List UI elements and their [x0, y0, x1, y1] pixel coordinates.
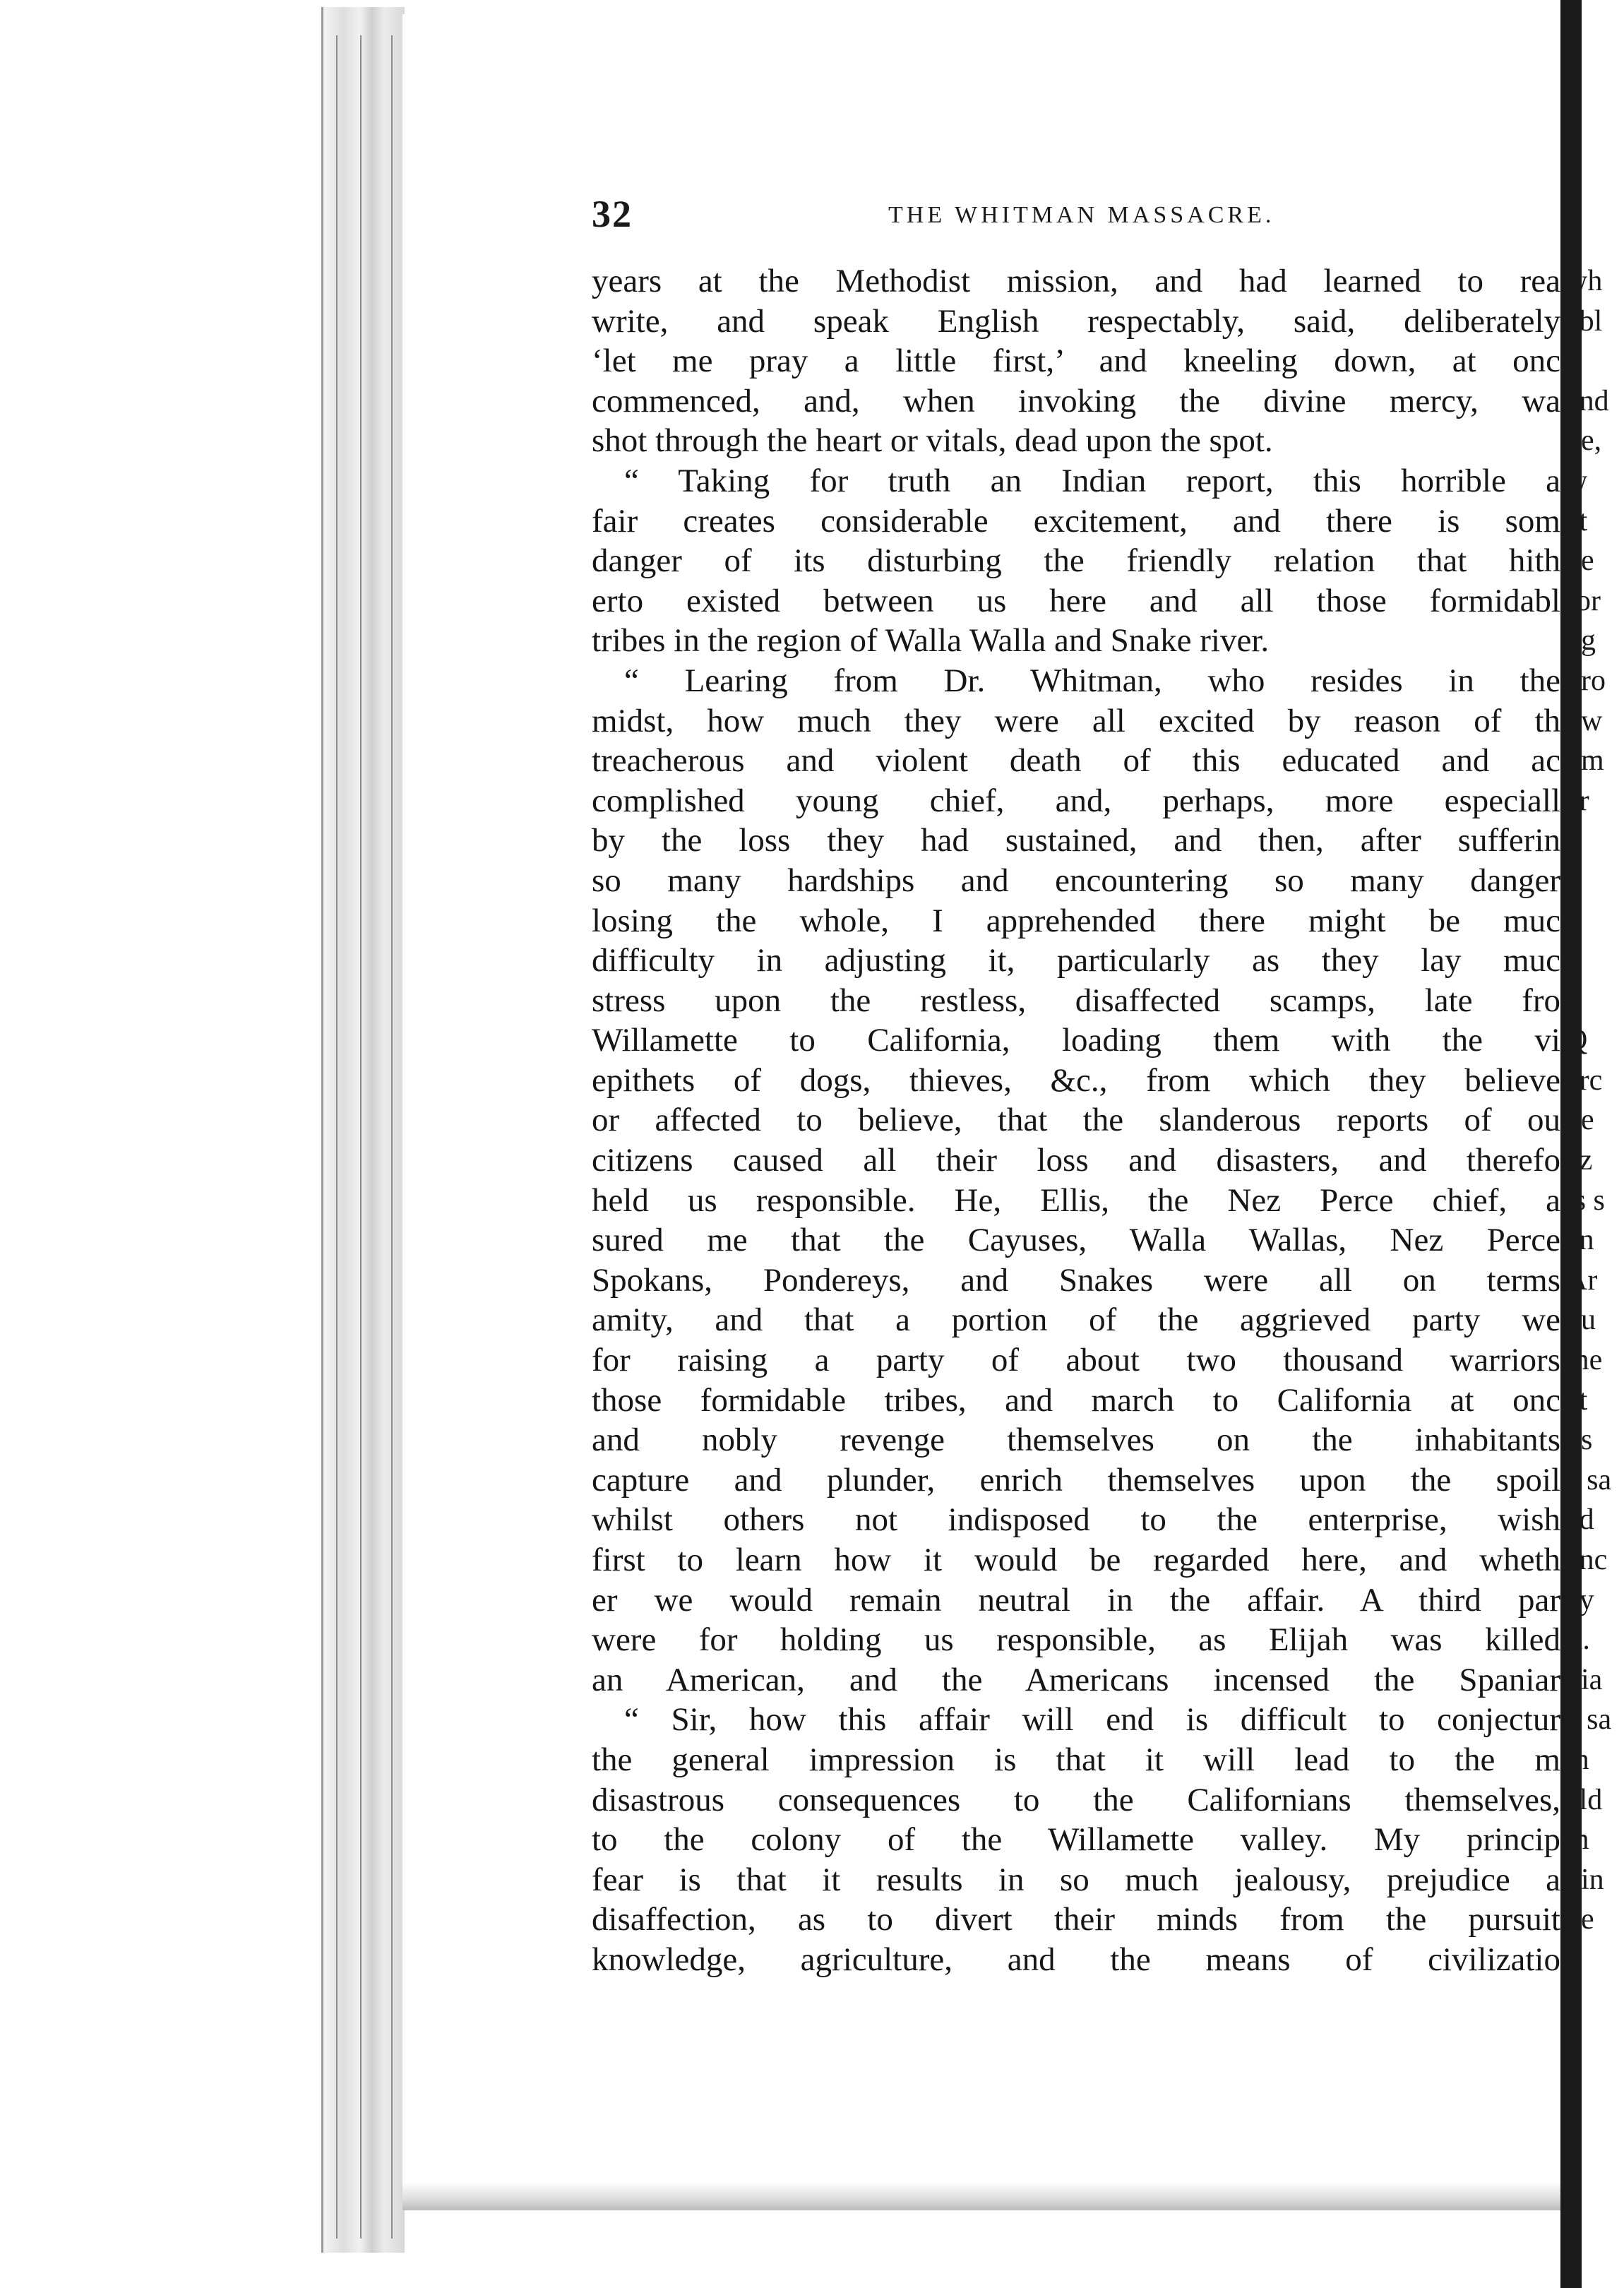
text-line: sured me that the Cayuses, Walla Wallas, Nez Perce [592, 1222, 1560, 1259]
next-page-fragment: ez [1566, 1144, 1593, 1177]
text-line: difficulty in adjusting it, particularly as they lay muc [592, 942, 1560, 979]
next-page-fragment: erc [1566, 1063, 1603, 1097]
text-line: first to learn how it would be regarded here, and wheth [592, 1542, 1560, 1578]
text-line: held us responsible. He, Ellis, the Nez Perce chief, a [592, 1181, 1560, 1219]
next-page-fragment: th [1566, 1743, 1589, 1776]
next-page-fragment: at [1566, 1383, 1588, 1417]
next-page-fragment: at [1566, 504, 1588, 537]
next-page-fragment: ow [1566, 704, 1603, 737]
text-line: shot through the heart or vitals, dead upon the spot. [592, 422, 1273, 460]
text-line: complished young chief, and, perhaps, more especiall [592, 782, 1560, 819]
text-line: to the colony of the Willamette valley. My princip [592, 1821, 1560, 1859]
next-page-fragment [1566, 981, 1624, 1021]
text-line: amity, and that a portion of the aggrieved party we [592, 1301, 1560, 1339]
next-page-fragment [1566, 861, 1624, 901]
next-page-fragment: Q [1566, 1024, 1588, 1057]
next-page-fragment [1566, 901, 1624, 941]
next-page-fragment: ll. [1566, 1623, 1590, 1657]
text-line: the general impression is that it will lead to the m [592, 1741, 1560, 1778]
next-page-fragment: ns [1566, 1424, 1593, 1457]
text-line: by the loss they had sustained, and then, after sufferin [592, 822, 1560, 859]
next-page-fragment: “ [1566, 345, 1580, 378]
next-page-fragment: er [1566, 784, 1589, 817]
text-line: those formidable tribes, and march to California at onc [592, 1381, 1560, 1419]
page-bottom-shadow [402, 2182, 1568, 2210]
text-line: whilst others not indisposed to the enterprise, wish [592, 1501, 1560, 1539]
text-line: so many hardships and encountering so many danger [592, 862, 1560, 899]
book-binding [321, 7, 405, 2253]
next-page-fragment: kin [1566, 1863, 1604, 1896]
body-text [592, 261, 1560, 1980]
text-line: commenced, and, when invoking the divine mercy, wa [592, 382, 1560, 419]
text-line: disaffection, as to divert their minds from the pursuit [592, 1901, 1560, 1938]
next-page-fragment: m [1566, 1823, 1589, 1857]
text-line: fair creates considerable excitement, and there is som [592, 502, 1560, 540]
next-page-fragment: an [1566, 1224, 1594, 1257]
next-page-fragment: ou [1566, 1304, 1596, 1337]
text-line: write, and speak English respectably, said, deliberately [592, 302, 1560, 340]
text-line: “ Sir, how this affair will end is difficult to conjectur [624, 1701, 1560, 1739]
text-line: treacherous and violent death of this educated and ac [592, 742, 1560, 780]
text-line: stress upon the restless, disaffected scamps, late fro [592, 982, 1560, 1019]
next-page-fragment: abl [1566, 304, 1603, 338]
next-page-fragment: and [1566, 384, 1609, 417]
text-line: “ Learing from Dr. Whitman, who resides in the [624, 662, 1560, 699]
next-page-fragment: me [1566, 1344, 1603, 1377]
page-number: 32 [592, 193, 633, 235]
next-page-fragment: w [1566, 464, 1588, 497]
next-page-fragment: ke [1566, 1903, 1594, 1936]
next-page-fragment [1566, 941, 1624, 981]
text-line: knowledge, agriculture, and the means of civilizatio [592, 1941, 1560, 1978]
next-page-fragment: pro [1566, 664, 1606, 697]
text-line: an American, and the Americans incensed the Spaniar [592, 1661, 1560, 1698]
text-line: tribes in the region of Walla Walla and Snake river. [592, 622, 1270, 660]
next-page-fragment: Ar [1566, 1263, 1598, 1297]
text-line: capture and plunder, enrich themselves upon the spoil [592, 1461, 1560, 1498]
text-line: years at the Methodist mission, and had learned to rea [592, 263, 1560, 299]
page-header [592, 192, 1566, 234]
binding-edge-line [391, 35, 393, 2239]
next-page-fragment [1566, 821, 1624, 861]
next-page-fragment: ey [1566, 1583, 1594, 1616]
text-line: disastrous consequences to the Californians themselves, [592, 1781, 1560, 1818]
next-page-fragment: is s [1566, 1184, 1605, 1217]
next-page-fragment: ald [1566, 1783, 1603, 1816]
text-line: Spokans, Pondereys, and Snakes were all on terms [592, 1261, 1560, 1299]
text-line: fear is that it results in so much jealousy, prejudice a [592, 1861, 1560, 1898]
text-line: and nobly revenge themselves on the inhabitants [592, 1422, 1560, 1459]
next-page-fragments [1566, 261, 1624, 1980]
next-page-fragment: he [1566, 1104, 1594, 1137]
next-page-fragment: e sa [1566, 1703, 1612, 1736]
text-line: citizens caused all their loss and disasters, and therefo [592, 1142, 1560, 1179]
next-page-fragment: enc [1566, 1544, 1608, 1576]
next-page-fragment: ng [1566, 624, 1596, 657]
next-page-fragment: for [1566, 584, 1601, 617]
text-line: er we would remain neutral in the affair. A third par [592, 1581, 1560, 1619]
next-page-fragment: be, [1566, 424, 1602, 458]
next-page-fragment: e sa [1566, 1463, 1612, 1496]
text-line: Willamette to California, loading them with the vi [592, 1022, 1560, 1059]
next-page-fragment: wh [1566, 265, 1603, 297]
text-line: ‘let me pray a little first,’ and kneeling down, at onc [592, 342, 1560, 380]
binding-edge-line [336, 35, 338, 2239]
text-line: midst, how much they were all excited by reason of th [592, 702, 1560, 739]
text-line: losing the whole, I apprehended there might be muc [592, 902, 1560, 939]
text-line: erto existed between us here and all those formidabl [592, 582, 1560, 619]
text-line: epithets of dogs, thieves, &c., from which they believe [592, 1061, 1560, 1099]
next-page-fragment: ed [1566, 1503, 1594, 1537]
running-head: THE WHITMAN MASSACRE. [888, 202, 1275, 228]
text-line: danger of its disturbing the friendly relation that hith [592, 542, 1560, 580]
next-page-fragment [1566, 1940, 1624, 1980]
text-line: were for holding us responsible, as Elijah was killed [592, 1621, 1560, 1659]
next-page-fragment: om [1566, 744, 1604, 777]
next-page-fragment: he [1566, 544, 1594, 578]
text-line: or affected to believe, that the slanderous reports of ou [592, 1102, 1560, 1139]
binding-edge-line [360, 35, 362, 2239]
text-line: “ Taking for truth an Indian report, this horrible a [624, 462, 1560, 499]
next-page-fragment: dia [1566, 1663, 1603, 1696]
text-line: for raising a party of about two thousand warriors [592, 1342, 1560, 1379]
